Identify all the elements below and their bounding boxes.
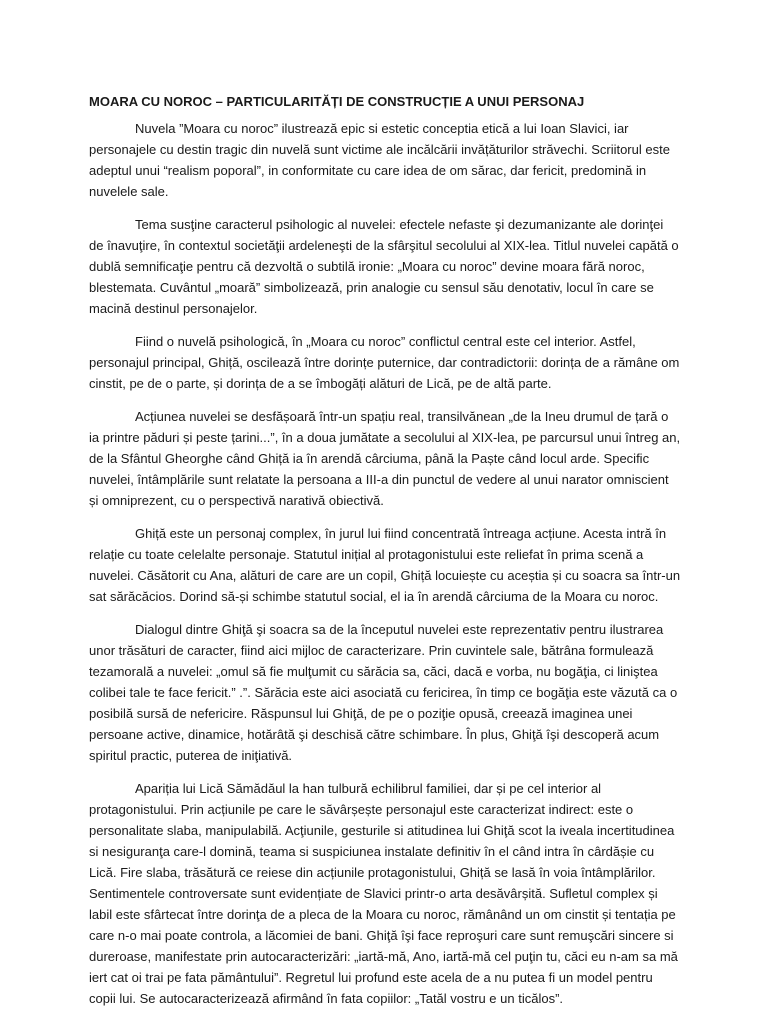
paragraph-character: Ghiță este un personaj complex, în jurul lui fiind concentrată întreaga acțiune. Acesta intră în relație cu toate celelalte personaje. Statutul inițial al protagonistului este reliefat în prima scenă a nuvelei. Căsătorit cu Ana, alături de care are un copil, Ghiță locuiește cu aceștia și cu soacra sa într-un sat sărăcăcios. Dorind să-și schimbe statutul social, el ia în arendă cârciuma de la Moara cu noroc. [89,526,681,604]
document-title: MOARA CU NOROC – PARTICULARITĂȚI DE CONSTRUCȚIE A UNUI PERSONAJ [89,94,585,109]
paragraph-theme: Tema susţine caracterul psihologic al nuvelei: efectele nefaste şi dezumanizante ale dorinţei de înavuţire, în contextul societăţii ardeleneşti de la sfârşitul secolului al XIX-lea. Titlul nuvelei capătă o dublă semnificaţie pentru că dezvoltă o subtilă ironie: „Moara cu noroc” devine moara fără noroc, blestemata. Cuvântul „moară” simbolizează, prin analogie cu sensul său denotativ, locul în care se macină destinul personajelor. [89,217,679,316]
paragraph-setting: Acțiunea nuvelei se desfășoară într-un spațiu real, transilvănean „de la Ineu drumul de țară o ia printre păduri și peste țarini...”, în a doua jumătate a secolului al XIX-lea, pe parcursul unui întreg an, de la Sfântul Gheorghe când Ghiță ia în arendă cârciuma, până la Paște când locul arde. Specific nuvelei, întâmplările sunt relatate la persoana a III-a din punctul de vedere al unui narator omniscient și omniprezent, cu o perspectivă narativă obiectivă. [89,409,681,508]
paragraph-lica: Apariția lui Lică Sămădăul la han tulbură echilibrul familiei, dar și pe cel interior al protagonistului. Prin acțiunile pe care le săvârșește personajul este caracterizat indirect: este o personalitate slaba, manipulabilă. Acţiunile, gesturile si atitudinea lui Ghiţă scot la iveala incertitudinea si nesiguranţa care-l domină, teama si suspiciunea instalate definitiv în el când intra în cârdășie cu Lică. Fire slaba, trăsătură ce reiese din acțiunile protagonistului, Ghiță se lasă în voia întâmplărilor. Sentimentele controversate sunt evidențiate de Slavici printr-o arta desăvârșită. Sufletul complex și labil este sfârtecat între dorinţa de a pleca de la Moara cu noroc, rămânând un om cinstit și tentația pe care n-o mai poate controla, a lăcomiei de bani. Ghiţă îşi face reproşuri care sunt remuşcări sincere si dureroase, manifestate prin autocaracterizări: „iartă-mă, Ano, iartă-mă cel puţin tu, căci eu n-am sa mă iert cat oi trai pe fata pământului”. Regretul lui profund este acela de a nu putea fi un model pentru copii lui. Se autocaracterizează afirmând în fata copiilor: „Tatăl vostru e un ticălos”. [89,781,678,1006]
paragraph-dialogue: Dialogul dintre Ghiţă şi soacra sa de la începutul nuvelei este reprezentativ pentru ilustrarea unor trăsături de caracter, fiind aici mijloc de caracterizare. Prin cuvintele sale, bătrâna formulează tezamorală a nuvelei: „omul să fie mulţumit cu sărăcia sa, căci, dacă e vorba, nu bogăţia, ci liniştea colibei tale te face fericit.” .”. Sărăcia este aici asociată cu fericirea, în timp ce bogăţia este văzută ca o posibilă sursă de nefericire. Răspunsul lui Ghiţă, de pe o poziţie opusă, creează imaginea unei persoane active, dinamice, hotărâtă şi deschisă către schimbare. În plus, Ghiţă îşi descoperă acum spiritul practic, puterea de iniţiativă. [89,622,678,763]
document-page [89,91,681,1021]
paragraph-conflict: Fiind o nuvelă psihologică, în „Moara cu noroc” conflictul central este cel interior. Astfel, personajul principal, Ghiță, oscilează între dorințe puternice, dar contradictorii: dorința de a rămâne om cinstit, pe de o parte, și dorința de a se îmbogăți alături de Lică, pe de altă parte. [89,334,680,391]
paragraph-intro: Nuvela ”Moara cu noroc” ilustrează epic si estetic conceptia etică a lui Ioan Slavici, iar personajele cu destin tragic din nuvelă sunt victime ale incălcării invățăturilor străvechi. Scriitorul este adeptul unui “realism poporal”, in conformitate cu care idea de om sărac, dar fericit, predomină in nuvelele sale. [89,121,670,199]
